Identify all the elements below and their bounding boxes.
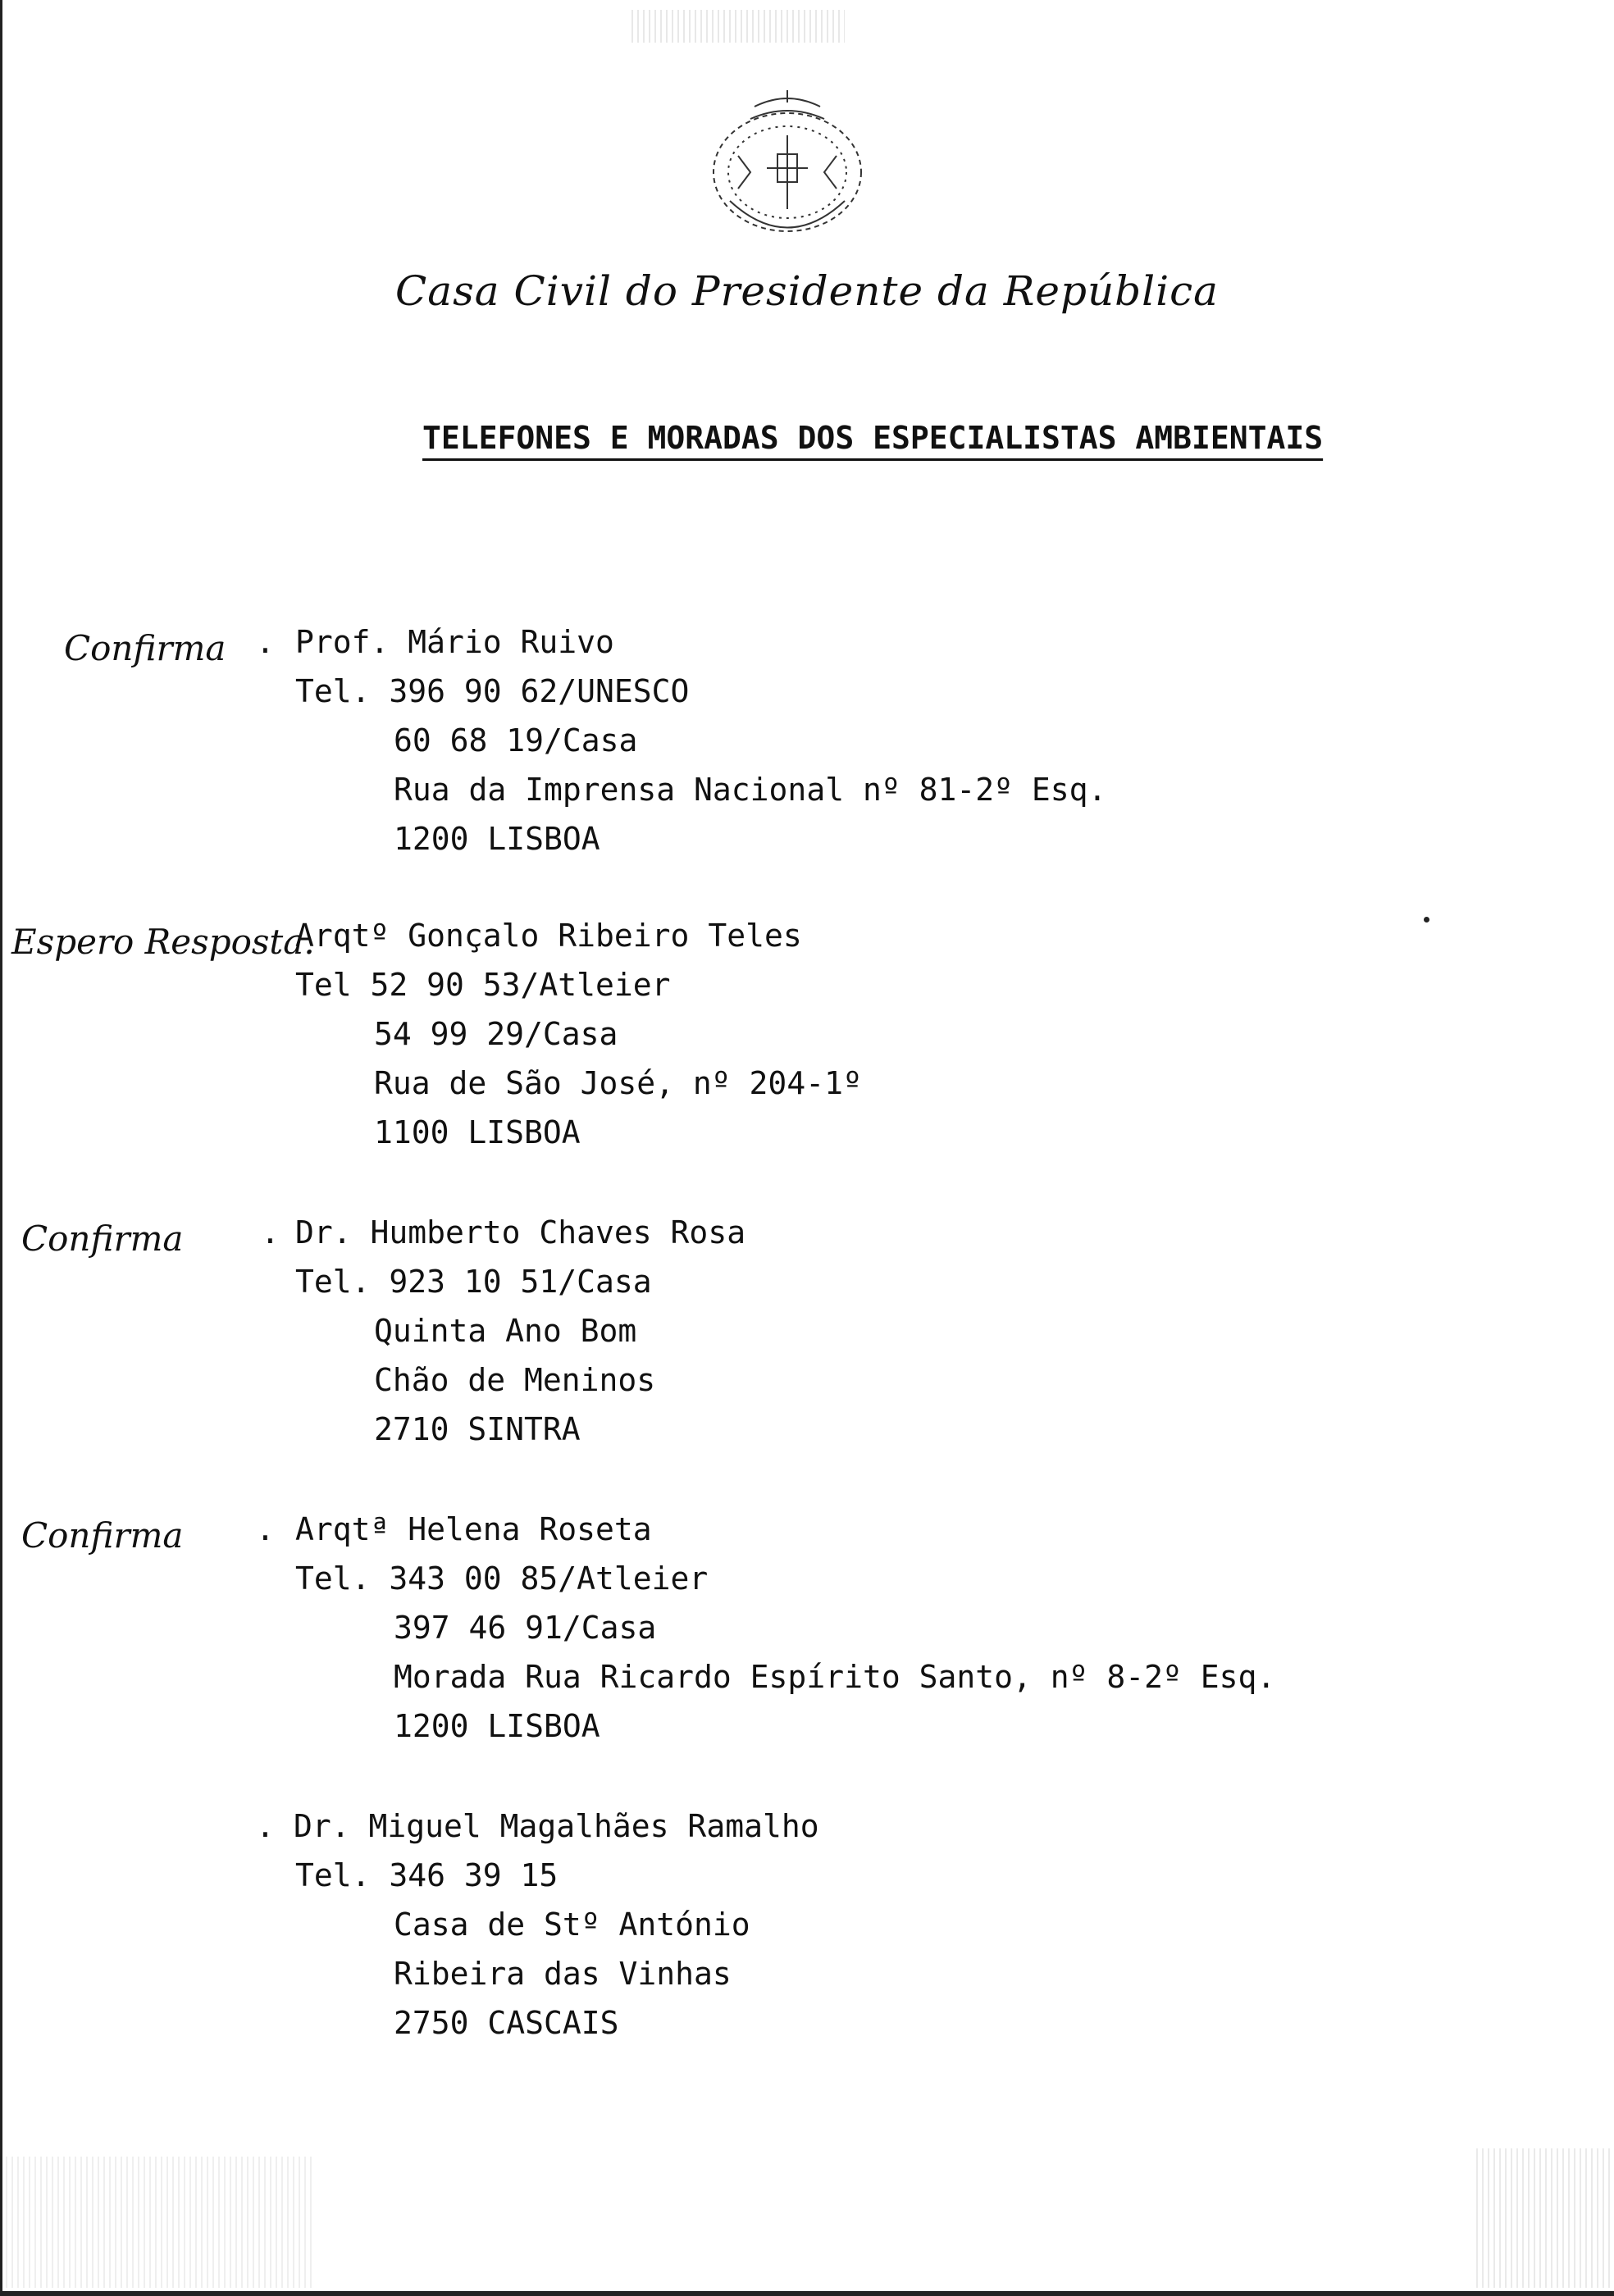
contact-phone: Tel 52 90 53/Atleier — [295, 967, 671, 1003]
contact-line: 1100 LISBOA — [374, 1114, 581, 1150]
contact-name: Arqtº Gonçalo Ribeiro Teles — [295, 918, 802, 954]
contact-name: Dr. Humberto Chaves Rosa — [295, 1214, 746, 1250]
page-edge-bottom — [0, 2291, 1614, 2296]
contact-line: Chão de Meninos — [374, 1362, 656, 1398]
contact-phone: Tel. 346 39 15 — [295, 1857, 559, 1893]
scan-speck — [1424, 917, 1429, 922]
contact-line: Morada Rua Ricardo Espírito Santo, nº 8-2º Esq. — [394, 1659, 1276, 1695]
bullet-dot: . — [261, 1214, 280, 1250]
contact-line: Quinta Ano Bom — [374, 1313, 637, 1349]
bullet-dot: . — [256, 1808, 275, 1844]
handwritten-note: Confirma — [21, 1219, 184, 1259]
contact-line: 1200 LISBOA — [394, 821, 600, 857]
contact-line: Rua da Imprensa Nacional nº 81-2º Esq. — [394, 772, 1107, 808]
handwritten-note: Confirma — [21, 1515, 184, 1556]
contact-phone: Tel. 923 10 51/Casa — [295, 1264, 652, 1300]
contact-line: 54 99 29/Casa — [374, 1016, 618, 1052]
republic-emblem-icon — [705, 57, 869, 246]
document-title: TELEFONES E MORADAS DOS ESPECIALISTAS AMBIENTAIS — [422, 420, 1324, 456]
handwritten-note: Espero Resposta. — [11, 922, 315, 962]
contact-line: Casa de Stº António — [394, 1906, 750, 1943]
contact-phone: Tel. 396 90 62/UNESCO — [295, 673, 690, 709]
institution-heading: Casa Civil do Presidente da República — [395, 267, 1219, 315]
contact-line: Ribeira das Vinhas — [394, 1956, 732, 1992]
contact-name: Prof. Mário Ruivo — [295, 624, 614, 660]
contact-line: 2710 SINTRA — [374, 1411, 581, 1447]
scan-noise-top — [631, 10, 845, 43]
page-edge-left — [0, 0, 2, 2296]
contact-line: 1200 LISBOA — [394, 1708, 600, 1744]
contact-phone: Tel. 343 00 85/Atleier — [295, 1560, 709, 1597]
contact-line: Rua de São José, nº 204-1º — [374, 1065, 862, 1101]
contact-line: 2750 CASCAIS — [394, 2005, 619, 2041]
contact-line: 397 46 91/Casa — [394, 1610, 657, 1646]
contact-name: Arqtª Helena Roseta — [295, 1511, 652, 1547]
handwritten-note: Confirma — [64, 628, 226, 668]
bullet-dot: . — [256, 624, 275, 660]
bullet-dot: . — [256, 1511, 275, 1547]
scan-noise-bottom-left — [0, 2157, 312, 2288]
contact-name: Dr. Miguel Magalhães Ramalho — [294, 1808, 819, 1844]
contact-line: 60 68 19/Casa — [394, 722, 638, 758]
scan-noise-bottom-right — [1476, 2148, 1614, 2288]
